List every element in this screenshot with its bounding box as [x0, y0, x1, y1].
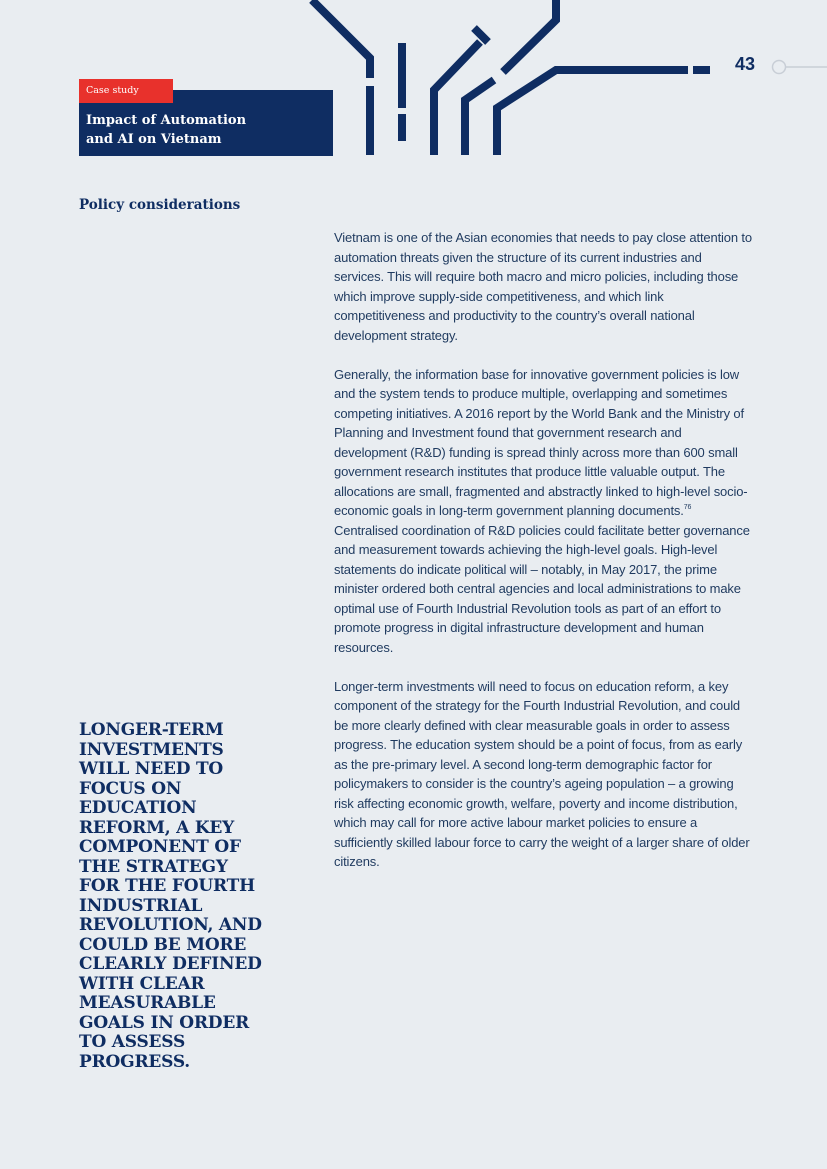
- title-line-1: Impact of Automation: [86, 113, 247, 128]
- body-text: [334, 228, 752, 891]
- page-number: 43: [735, 54, 756, 74]
- section-heading: Policy considerations: [79, 197, 241, 213]
- footnote-ref: 76: [683, 504, 692, 511]
- case-study-tag: Case study: [79, 79, 173, 103]
- pull-quote: LONGER-TERM INVESTMENTS WILL NEED TO FOCUS ON EDUCATION REFORM, A KEY COMPONENT OF THE STRATEGY FOR THE FOURTH INDUSTRIAL REVOLUTION, AND COULD BE MORE CLEARLY DEFINED WITH CLEAR MEASURABLE GOALS IN ORDER TO ASSESS PROGRESS.: [79, 720, 262, 1072]
- paragraph-1: Vietnam is one of the Asian economies that needs to pay close attention to automation threats given the structure of its current industries and services. This will require both macro and micro policies, including those which improve supply-side competitiveness, and which link competitiveness and productivity to the country’s overall national development strategy.: [334, 230, 752, 343]
- page-title: [86, 111, 316, 149]
- paragraph-2-part-1: Generally, the information base for innovative government policies is low and the system tends to produce multiple, overlapping and sometimes competing initiatives. A 2016 report by the World Bank and the Ministry of Planning and Investment found that government research and development (R&D) funding is spread thinly across more than 600 small government research institutes that produce little valuable output. The allocations are small, fragmented and abstractly linked to high-level socio-economic goals in long-term government planning documents.: [334, 366, 748, 518]
- page-indicator-icon: [771, 59, 827, 75]
- paragraph-2: [334, 365, 752, 658]
- circuit-decoration-icon: [300, 0, 720, 160]
- paragraph-3: Longer-term investments will need to focus on education reform, a key component of the strategy for the Fourth Industrial Revolution, and could be more clearly defined with clear measurable goals in order to assess progress. The education system should be a point of focus, from as early as the pre-primary level. A second long-term demographic factor for policymakers to consider is the country’s ageing population – a growing risk affecting economic growth, welfare, poverty and income distribution, which may call for more active labour market policies to ensure a sufficiently skilled labour force to carry the weight of a larger share of older citizens.: [334, 678, 750, 869]
- paragraph-2-part-2: Centralised coordination of R&D policies could facilitate better governance and measurement towards achieving the high-level goals. High-level statements do indicate political will – notably, in May 2017, the prime minister ordered both central agencies and local administrations to make optimal use of Fourth Industrial Revolution tools as part of an effort to promote progress in digital infrastructure development and human resources.: [334, 522, 750, 655]
- title-line-2: and AI on Vietnam: [86, 132, 222, 147]
